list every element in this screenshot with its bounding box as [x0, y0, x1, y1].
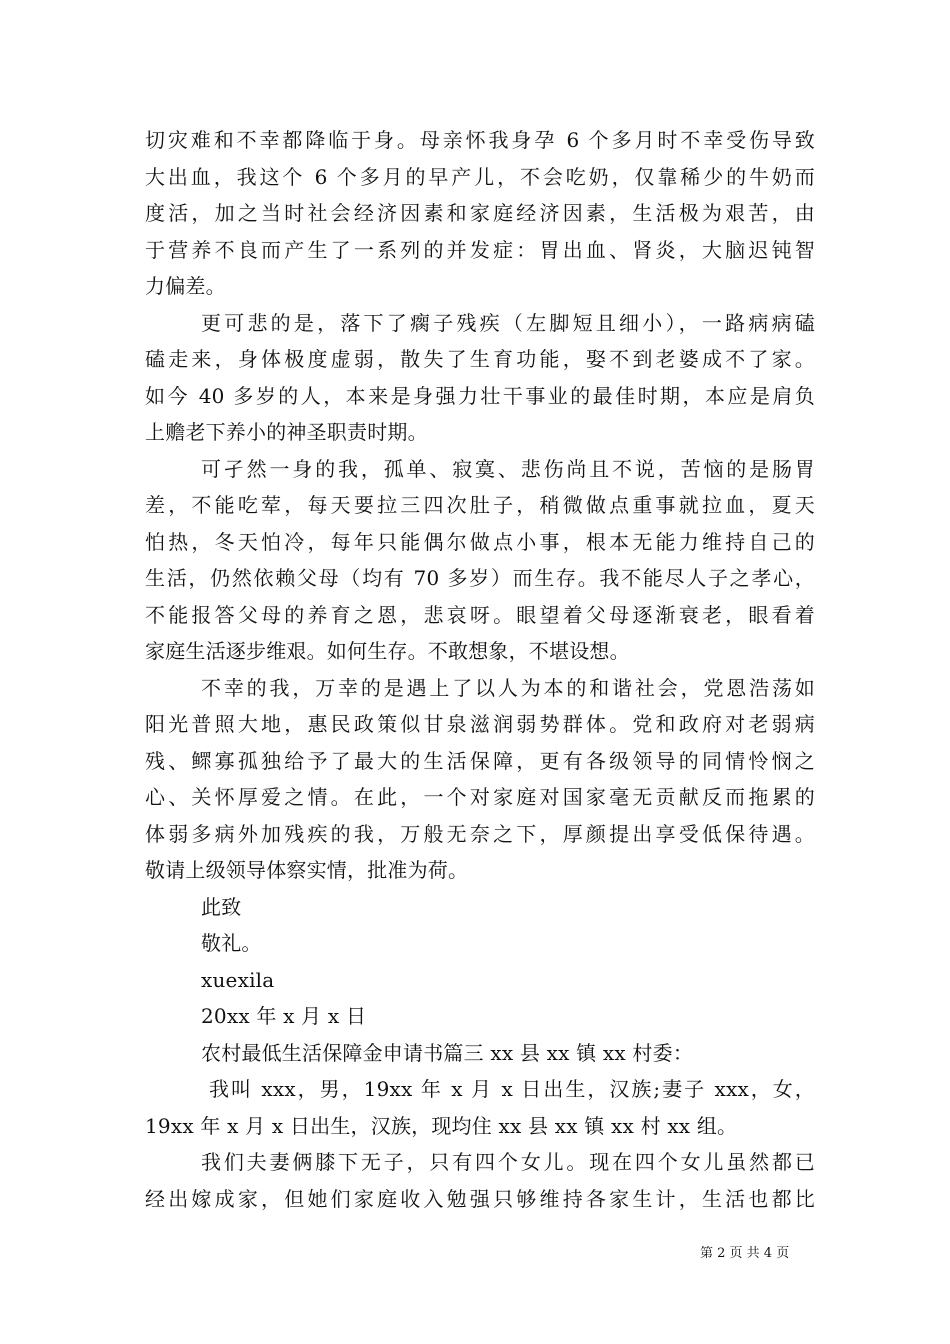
text-line: 家庭生活逐步维艰。如何生存。不敢想象，不堪设想。: [145, 639, 630, 663]
text-line: 大出血，我这个 6 个多月的早产儿，不会吃奶，仅靠稀少的牛奶而: [145, 165, 815, 189]
text-line: 残、鳏寡孤独给予了最大的生活保障，更有各级领导的同情怜悯之: [145, 749, 815, 773]
signature-name: xuexila: [201, 968, 275, 992]
text-line: 怕热，冬天怕冷，每年只能偶尔做点小事，根本无能力维持自己的: [145, 530, 815, 554]
text-line: 度活，加之当时社会经济因素和家庭经济因素，生活极为艰苦，由: [145, 201, 815, 225]
paragraph-first-line: 更可悲的是，落下了瘸子残疾（左脚短且细小），一路病病磕: [201, 311, 815, 335]
text-line: 如今 40 多岁的人，本来是身强力壮干事业的最佳时期，本应是肩负: [145, 384, 815, 408]
text-line: 心、关怀厚爱之情。在此，一个对家庭对国家毫无贡献反而拖累的: [145, 785, 815, 809]
text-line: 力偏差。: [145, 274, 226, 298]
signature-date: 20xx 年 x 月 x 日: [201, 1004, 367, 1028]
paragraph-first-line: 我叫 xxx，男，19xx 年 x 月 x 日出生，汉族;妻子 xxx，女，: [209, 1077, 815, 1101]
text-line: 敬请上级领导体察实情，批准为荷。: [145, 858, 469, 882]
text-line: 切灾难和不幸都降临于身。母亲怀我身孕 6 个多月时不幸受伤导致: [145, 128, 815, 152]
text-line: 经出嫁成家，但她们家庭收入勉强只够维持各家生计，生活也都比: [145, 1187, 815, 1211]
text-line: 19xx 年 x 月 x 日出生，汉族，现均住 xx 县 xx 镇 xx 村 xx 组。: [145, 1114, 738, 1138]
text-line: 体弱多病外加残疾的我，万般无奈之下，厚颜提出享受低保待遇。: [145, 822, 815, 846]
page-number-footer: 第 2 页 共 4 页: [700, 1246, 790, 1261]
section-heading-line: 农村最低生活保障金申请书篇三 xx 县 xx 镇 xx 村委：: [201, 1041, 694, 1065]
text-line: 阳光普照大地，惠民政策似甘泉滋润弱势群体。党和政府对老弱病: [145, 712, 815, 736]
text-line: 磕走来，身体极度虚弱，散失了生育功能，娶不到老婆成不了家。: [145, 347, 815, 371]
text-line: 于营养不良而产生了一系列的并发症：胃出血、肾炎，大脑迟钝智: [145, 238, 815, 262]
text-line: 不能报答父母的养育之恩，悲哀呀。眼望着父母逐渐衰老，眼看着: [145, 603, 815, 627]
text-line: 上赡老下养小的神圣职责时期。: [145, 420, 428, 444]
paragraph-first-line: 可孑然一身的我，孤单、寂寞、悲伤尚且不说，苦恼的是肠胃: [201, 457, 815, 481]
text-line: 差，不能吃荤，每天要拉三四次肚子，稍微做点重事就拉血，夏天: [145, 493, 815, 517]
paragraph-first-line: 不幸的我，万幸的是遇上了以人为本的和谐社会，党恩浩荡如: [201, 676, 815, 700]
closing-respect: 敬礼。: [201, 931, 262, 955]
paragraph-first-line: 我们夫妻俩膝下无子，只有四个女儿。现在四个女儿虽然都已: [201, 1150, 815, 1174]
closing-salutation: 此致: [201, 895, 242, 919]
text-line: 生活，仍然依赖父母（均有 70 多岁）而生存。我不能尽人子之孝心，: [145, 566, 815, 590]
